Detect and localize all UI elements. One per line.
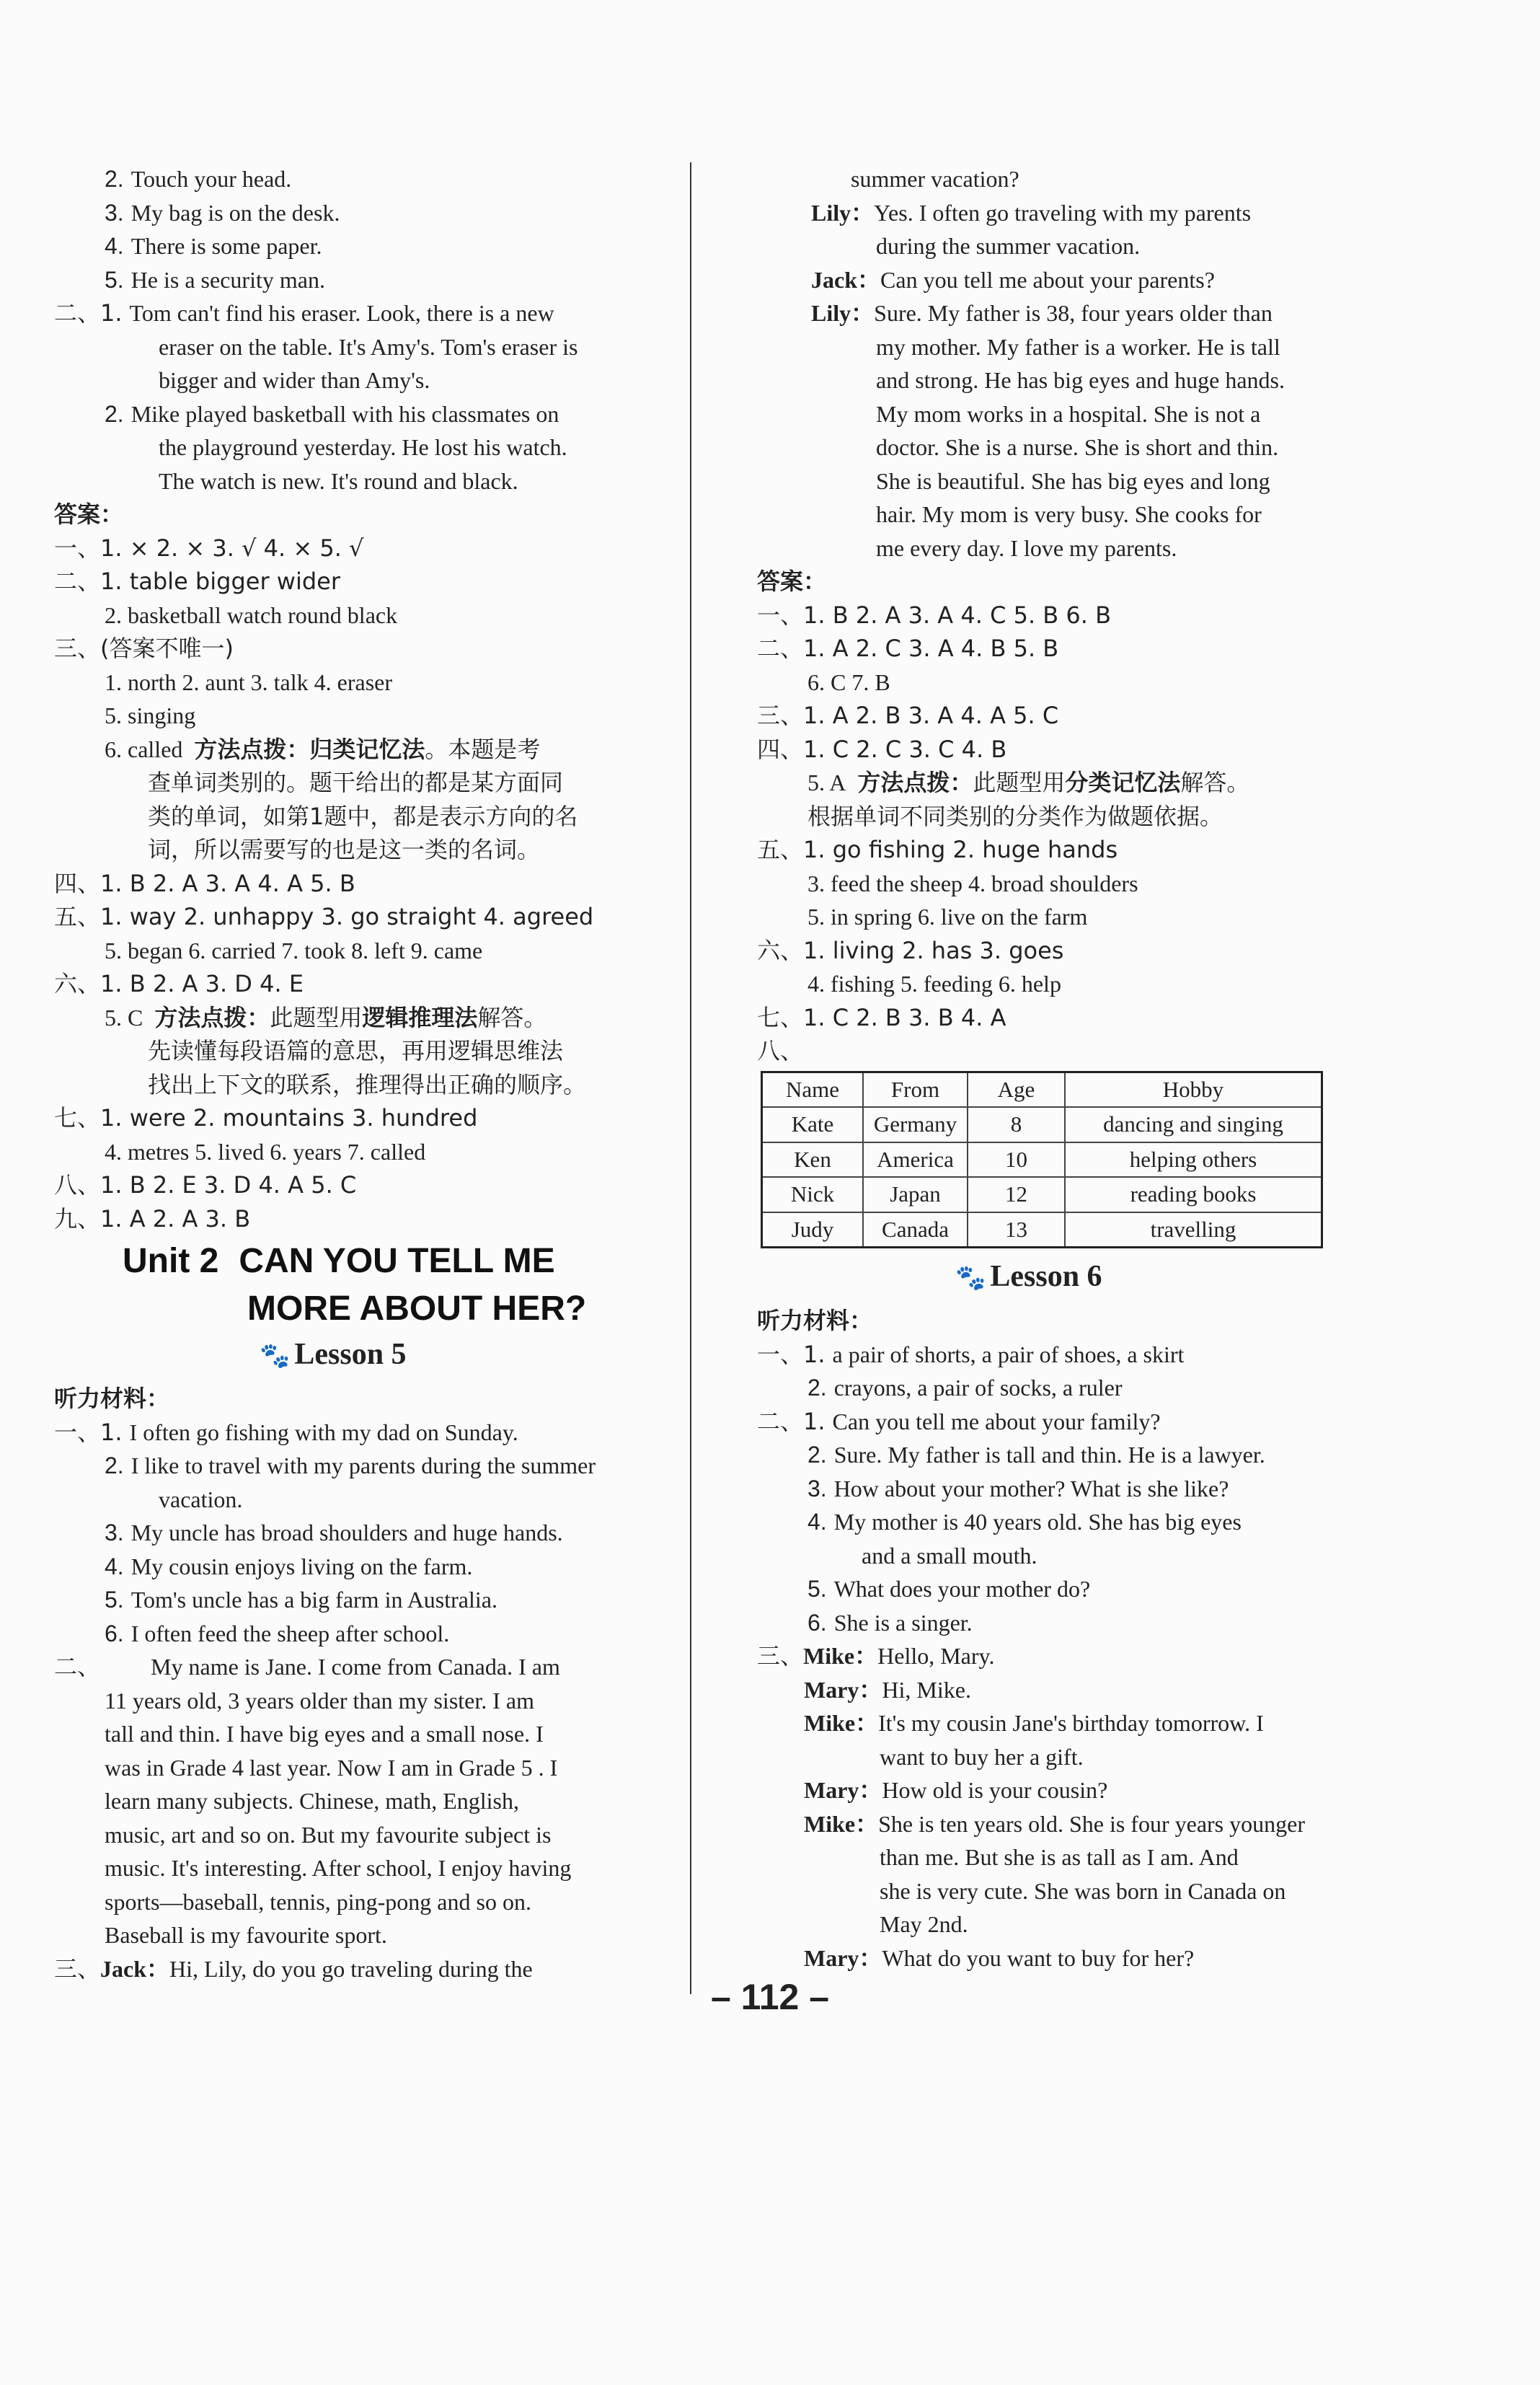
table-header-cell: Hobby [1065,1072,1322,1107]
table-row [762,1212,1322,1248]
answer-line: 六、1. B 2. A 3. D 4. E [54,970,304,997]
list-item: 4. There is some paper. [105,233,322,259]
answer-line: 九、1. A 2. A 3. B [54,1204,251,1233]
passage-line: sports—baseball, tennis, ping-pong and so on. [105,1888,531,1915]
speaker: Mary： [804,1944,882,1971]
answers-heading: 答案： [54,501,124,528]
answer-line: 八、 [757,1037,804,1064]
answer-line: 3. feed the sheep 4. broad shoulders [807,870,1138,896]
list-item: 一、1. a pair of shorts, a pair of shoes, a skirt [757,1340,1185,1368]
answer-line: 七、1. were 2. mountains 3. hundred [54,1104,478,1132]
table-cell: travelling [1065,1212,1322,1248]
table-header-cell: From [863,1072,968,1107]
dialog-line: Mary：What do you want to buy for her? [804,1944,1195,1971]
speaker: Mike： [804,1710,879,1736]
answer-line: 四、1. B 2. A 3. A 4. A 5. B [54,869,355,897]
list-item: 3. My uncle has broad shoulders and huge hands. [105,1520,563,1546]
passage-line: learn many subjects. Chinese, math, English, [105,1788,519,1814]
answer-line: 2. basketball watch round black [105,601,398,628]
method-tip-label: 方法点拨： [857,769,973,796]
dialog-line: Mary：Hi, Mike. [804,1676,971,1703]
list-item: 6. I often feed the sheep after school. [105,1620,450,1646]
page-number: – 112 – [710,1977,830,2017]
list-item: 一、1. I often go fishing with my dad on Sunday. [54,1418,518,1446]
unit-label: Unit 2 [123,1242,219,1280]
dialog-line: May 2nd. [880,1911,968,1937]
table-cell: dancing and singing [1065,1107,1322,1142]
answer-line: 4. fishing 5. feeding 6. help [807,971,1061,997]
text-line: 找出上下文的联系，推理得出正确的顺序。 [148,1070,587,1098]
passage-line: 11 years old, 3 years older than my sister. I am [105,1687,534,1714]
list-item: 2. Touch your head. [105,166,292,192]
dialog-line: Jack：Can you tell me about your parents? [811,266,1215,293]
answer-line: 5. C 方法点拨：此题型用逻辑推理法解答。 [105,1003,547,1031]
text-line: and a small mouth. [862,1542,1037,1569]
answer-line: 二、1. A 2. C 3. A 4. B 5. B [757,635,1059,662]
answer-line: 五、1. go fishing 2. huge hands [757,836,1118,863]
table-cell: 10 [968,1142,1065,1178]
passage-line: music. It's interesting. After school, I enjoy having [105,1855,572,1881]
list-item: 6. She is a singer. [807,1609,973,1636]
paw-icon: 🐾 [260,1343,291,1370]
lesson-heading: 🐾 Lesson 6 [955,1260,1102,1293]
dialog-line: Mary：How old is your cousin? [804,1777,1108,1803]
table-header-cell: Name [762,1072,864,1107]
answer-line: 三、(答案不唯一) [54,635,234,662]
dialog-line: than me. But she is as tall as I am. And [880,1844,1239,1870]
dialog-line: She is beautiful. She has big eyes and long [876,467,1270,494]
answer-line: 四、1. C 2. C 3. C 4. B [757,735,1007,763]
table-cell: helping others [1065,1142,1322,1178]
list-item: 4. My cousin enjoys living on the farm. [105,1553,473,1579]
speaker: Mary： [804,1676,882,1703]
answer-line: 6. C 7. B [807,669,890,695]
left-column [54,162,642,1985]
answers-heading: 答案： [757,568,827,595]
list-item: 2. Mike played basketball with his classmates on [105,400,559,427]
dialog-line: Mike：It's my cousin Jane's birthday tomorrow. I [804,1710,1264,1736]
table-cell: Germany [863,1107,968,1142]
table-row [762,1107,1322,1142]
passage-line: 二、 My name is Jane. I come from Canada. I am [54,1653,560,1680]
passage-line: music, art and so on. But my favourite subject is [105,1821,552,1848]
unit-title: CAN YOU TELL ME [239,1242,555,1280]
table-cell: America [863,1142,968,1178]
speaker: Jack： [811,266,881,293]
table-cell: Kate [762,1107,864,1142]
text-line: 先读懂每段语篇的意思，再用逻辑思维法 [148,1037,564,1064]
answer-line: 七、1. C 2. B 3. B 4. A [757,1003,1006,1031]
paw-icon: 🐾 [955,1265,986,1292]
list-item: 二、1. Tom can't find his eraser. Look, there is a new [54,299,554,327]
answer-line: 5. A 方法点拨：此题型用分类记忆法解答。 [807,769,1250,796]
listening-heading: 听力材料： [54,1385,170,1412]
table-cell: Ken [762,1142,864,1178]
list-item: 3. My bag is on the desk. [105,199,340,226]
list-item: 5. Tom's uncle has a big farm in Australia. [105,1587,497,1613]
dialog-line: Lily：Sure. My father is 38, four years older than [811,300,1273,326]
table-header-cell: Age [968,1072,1065,1107]
dialog-line: my mother. My father is a worker. He is tall [876,333,1280,360]
table-cell: Canada [863,1212,968,1248]
list-item: 4. My mother is 40 years old. She has big eyes [807,1509,1242,1535]
text-line: The watch is new. It's round and black. [159,467,518,494]
list-item: 2. I like to travel with my parents during the summer [105,1452,596,1478]
answer-line: 5. in spring 6. live on the farm [807,904,1088,930]
dialog-line: Lily：Yes. I often go traveling with my parents [811,199,1252,226]
speaker: Mike： [803,1643,878,1669]
dialog-line: she is very cute. She was born in Canada on [880,1877,1286,1904]
answer-line: 6. called 方法点拨：归类记忆法。本题是考 [105,735,541,763]
unit-heading [123,1240,642,1283]
answer-line: 4. metres 5. lived 6. years 7. called [105,1138,426,1165]
dialog-line: hair. My mom is very busy. She cooks for [876,501,1262,527]
table-cell: reading books [1065,1177,1322,1212]
answer-line: 五、1. way 2. unhappy 3. go straight 4. agreed [54,903,594,930]
passage-line: tall and thin. I have big eyes and a small nose. I [105,1721,544,1747]
hobby-table [761,1071,1323,1249]
answer-line: 八、1. B 2. E 3. D 4. A 5. C [54,1171,357,1199]
text-line: 类的单词，如第1题中，都是表示方向的名 [148,802,578,830]
answer-line: 一、1. × 2. × 3. √ 4. × 5. √ [54,534,364,562]
table-cell: 13 [968,1212,1065,1248]
passage-line: Baseball is my favourite sport. [105,1922,387,1948]
right-column [757,162,1334,1975]
list-item: 2. Sure. My father is tall and thin. He is a lawyer. [807,1442,1265,1468]
answer-line: 5. began 6. carried 7. took 8. left 9. came [105,937,483,964]
dialog-line: during the summer vacation. [876,233,1141,259]
text-line: eraser on the table. It's Amy's. Tom's eraser is [159,333,578,360]
dialog-line: 三、Jack：Hi, Lily, do you go traveling during the [54,1954,533,1983]
dialog-line: me every day. I love my parents. [876,534,1177,561]
list-item: 5. He is a security man. [105,266,325,293]
speaker: Lily： [811,199,875,226]
dialog-line: summer vacation? [851,166,1019,192]
text-line: 查单词类别的。题干给出的都是某方面同 [148,769,564,796]
text-line: the playground yesterday. He lost his watch. [159,434,567,460]
column-divider [690,162,691,1994]
table-header-row [762,1072,1322,1107]
method-tip-label: 方法点拨： [194,735,310,763]
text-line: 根据单词不同类别的分类作为做题依据。 [807,802,1223,830]
table-cell: Judy [762,1212,864,1248]
text-line: bigger and wider than Amy's. [159,367,430,393]
table-cell: Nick [762,1177,864,1212]
answer-line: 六、1. living 2. has 3. goes [757,936,1064,964]
list-item: 5. What does your mother do? [807,1576,1091,1602]
list-item: 3. How about your mother? What is she like? [807,1475,1229,1502]
speaker: Jack： [100,1955,170,1982]
passage-line: was in Grade 4 last year. Now I am in Grade 5 . I [105,1754,558,1781]
table-cell: 12 [968,1177,1065,1212]
table-row [762,1177,1322,1212]
unit-title-line2: MORE ABOUT HER? [247,1290,587,1328]
speaker: Mary： [804,1777,882,1803]
dialog-line: Mike：She is ten years old. She is four years younger [804,1810,1305,1837]
speaker: Lily： [811,300,875,326]
table-cell: 8 [968,1107,1065,1142]
method-tip-label: 方法点拨： [154,1003,270,1031]
answer-line: 5. singing [105,702,196,728]
table-cell: Japan [863,1177,968,1212]
answer-line: 一、1. B 2. A 3. A 4. C 5. B 6. B [757,601,1112,629]
list-item: 二、1. Can you tell me about your family? [757,1407,1161,1435]
list-item: 2. crayons, a pair of socks, a ruler [807,1375,1123,1401]
listening-heading: 听力材料： [757,1307,873,1334]
text-line: vacation. [159,1486,243,1512]
dialog-line: My mom works in a hospital. She is not a [876,400,1261,427]
dialog-line: doctor. She is a nurse. She is short and thin. [876,434,1279,460]
text-line: 词，所以需要写的也是这一类的名词。 [148,836,541,863]
dialog-line: 三、Mike：Hello, Mary. [757,1642,995,1670]
lesson-heading: 🐾 Lesson 5 [260,1338,407,1371]
answer-line: 1. north 2. aunt 3. talk 4. eraser [105,669,392,695]
speaker: Mike： [804,1810,879,1837]
answer-line: 三、1. A 2. B 3. A 4. A 5. C [757,702,1059,729]
table-row [762,1142,1322,1178]
dialog-line: and strong. He has big eyes and huge hands. [876,367,1285,393]
dialog-line: want to buy her a gift. [880,1743,1084,1770]
answer-line: 二、1. table bigger wider [54,568,340,595]
